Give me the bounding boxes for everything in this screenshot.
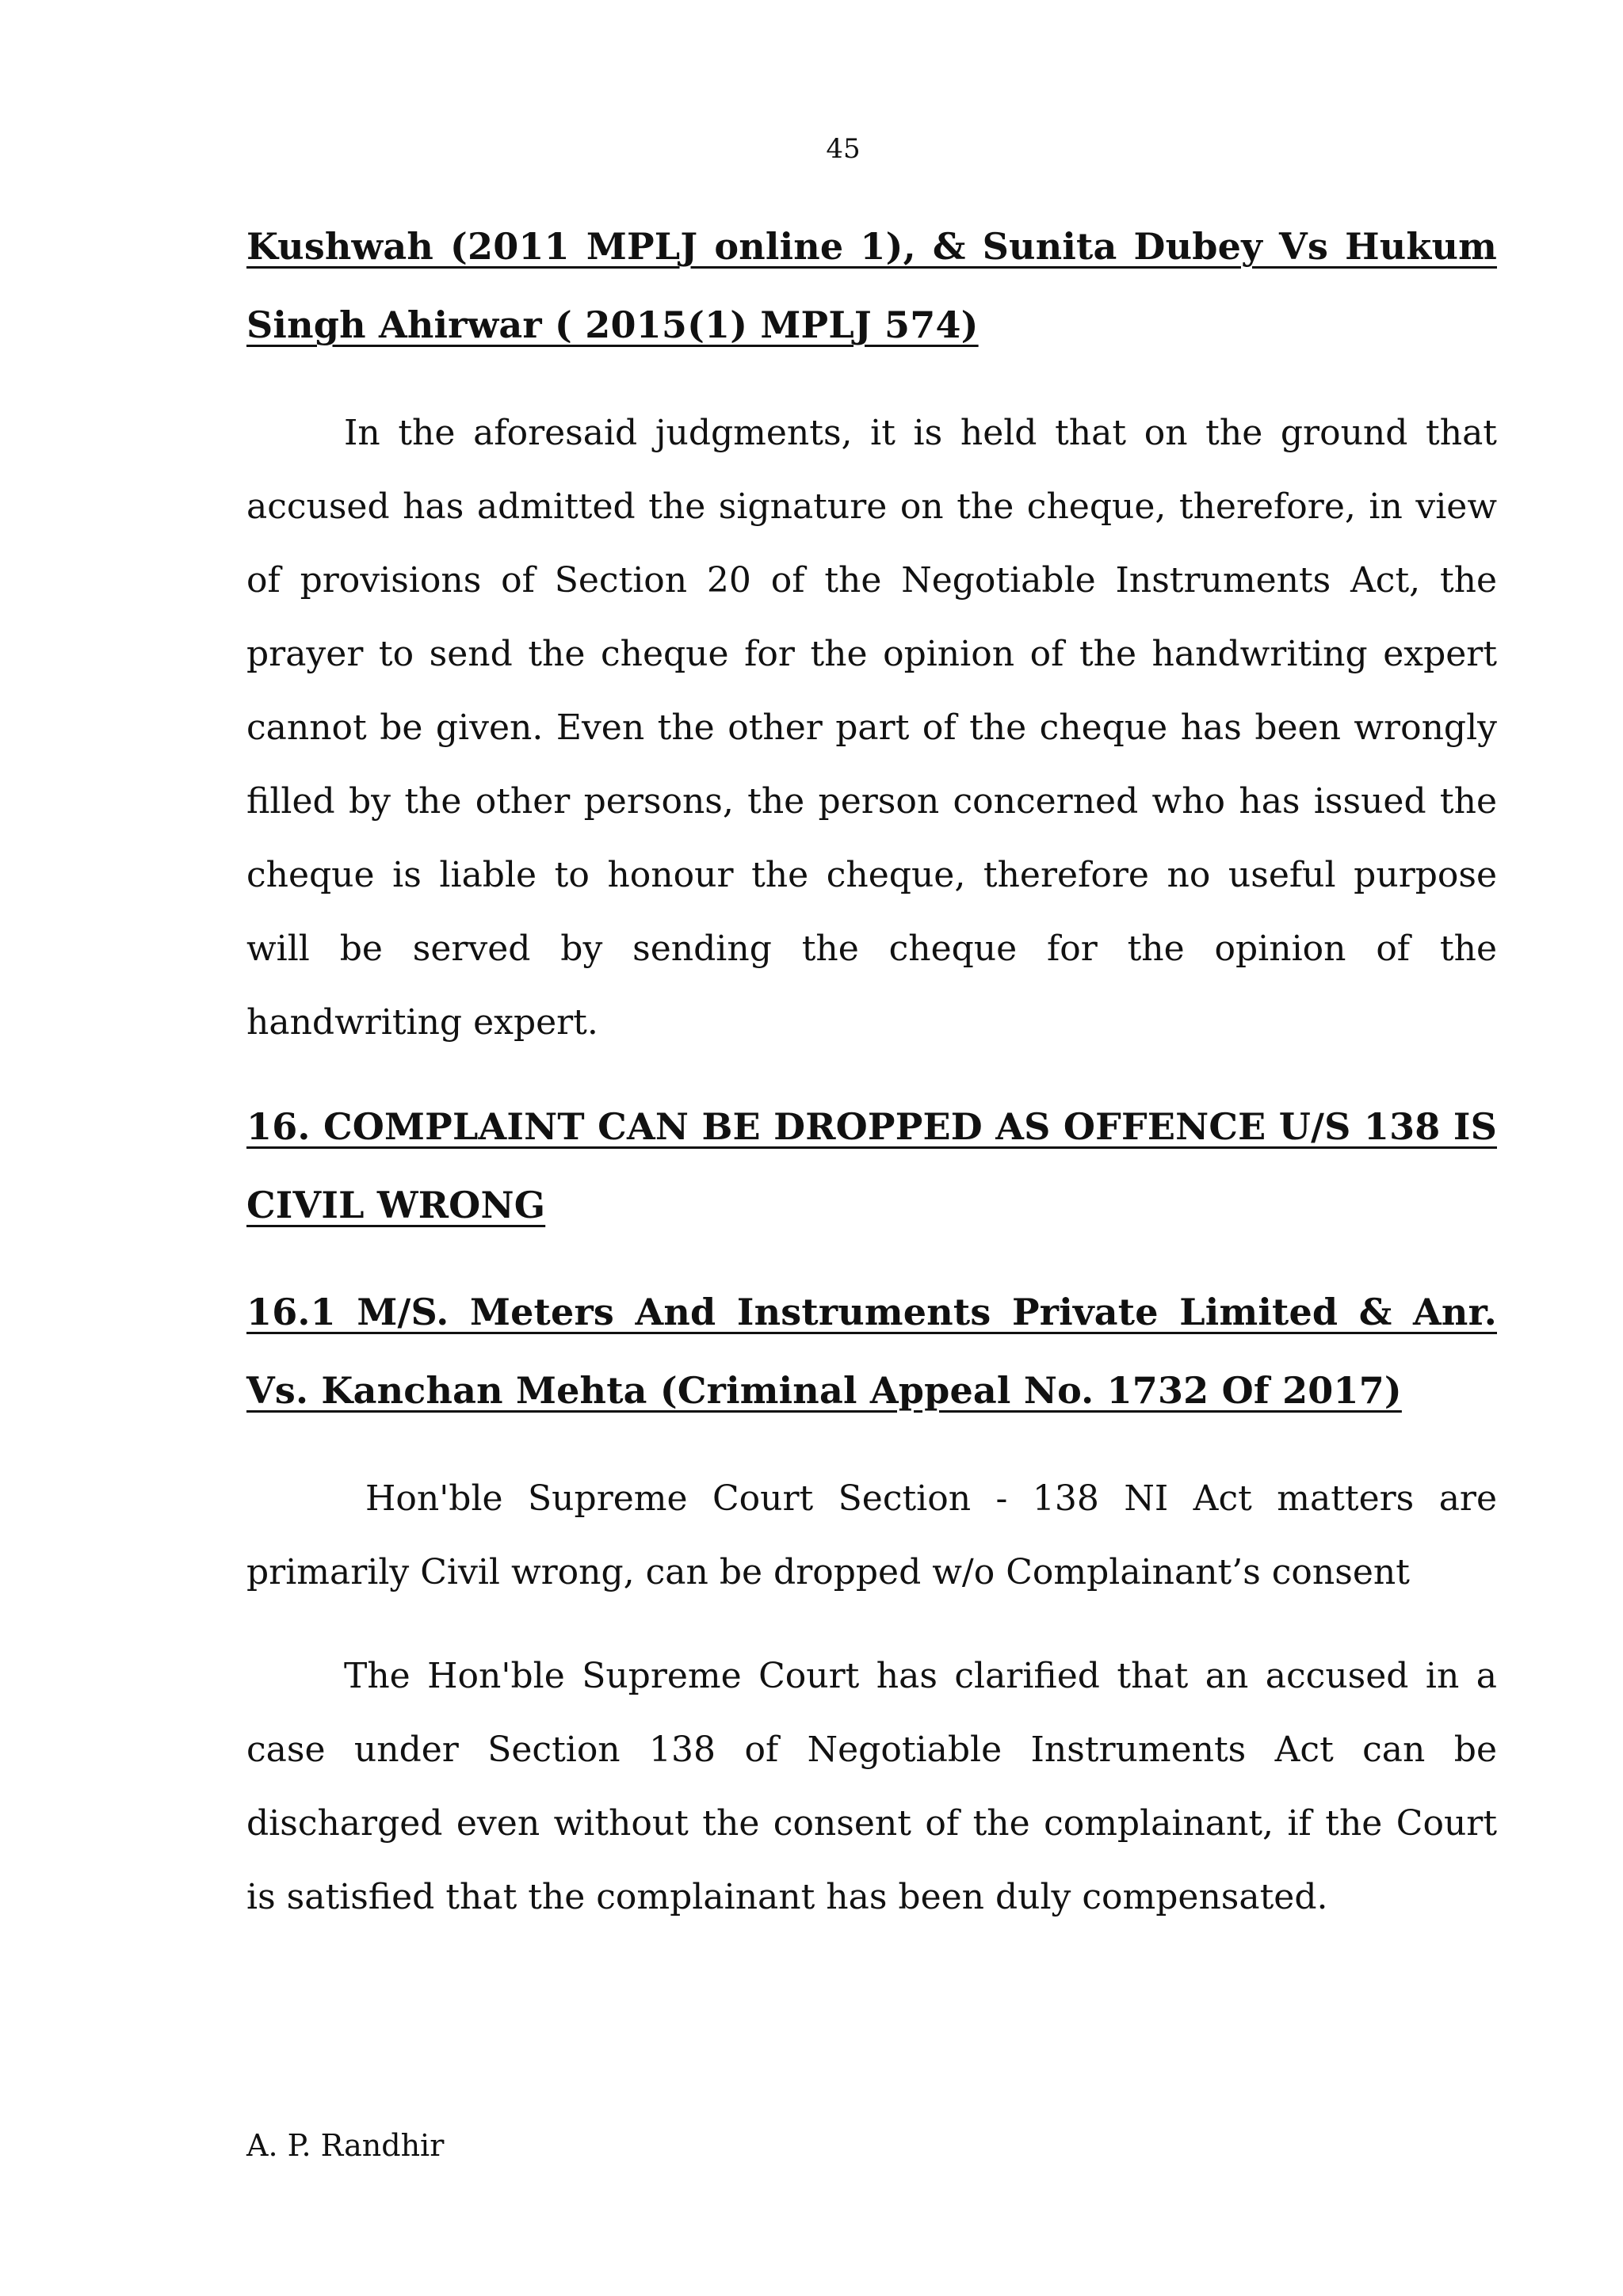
paragraph-discharge-clarification: The Hon'ble Supreme Court has clarified that an accused in a case under Section 138 of Negotiable Instruments Act can be discharged even without the consent of the complainant, if the Court is satisfied that the complainant has been duly compensated. xyxy=(246,1656,1497,1917)
paragraph-judgment-summary: In the aforesaid judgments, it is held that on the ground that accused has admitted the signature on the cheque, therefore, in view of provisions of Section 20 of the Negotiable Instruments Act, the prayer to send the cheque for the opinion of the handwriting expert cannot be given. Even the other part of the cheque has been wrongly filled by the other persons, the person concerned who has issued the cheque is liable to honour the cheque, therefore no useful purpose will be served by sending the cheque for the opinion of the handwriting expert. xyxy=(246,413,1497,1043)
section-16-1-heading: 16.1 M/S. Meters And Instruments Private Limited & Anr. Vs. Kanchan Mehta (Criminal Appeal No. 1732 Of 2017) xyxy=(246,1291,1497,1412)
section-16-heading: 16. COMPLAINT CAN BE DROPPED AS OFFENCE U/S 138 IS CIVIL WRONG xyxy=(246,1105,1497,1226)
paragraph-supreme-court-note: Hon'ble Supreme Court Section - 138 NI Act matters are primarily Civil wrong, can be dropped w/o Complainant’s consent xyxy=(246,1478,1497,1592)
case-citation-heading: Kushwah (2011 MPLJ online 1), & Sunita Dubey Vs Hukum Singh Ahirwar ( 2015(1) MPLJ 574) xyxy=(246,225,1497,346)
page-number: 45 xyxy=(826,133,861,165)
footer-author: A. P. Randhir xyxy=(246,2128,445,2163)
